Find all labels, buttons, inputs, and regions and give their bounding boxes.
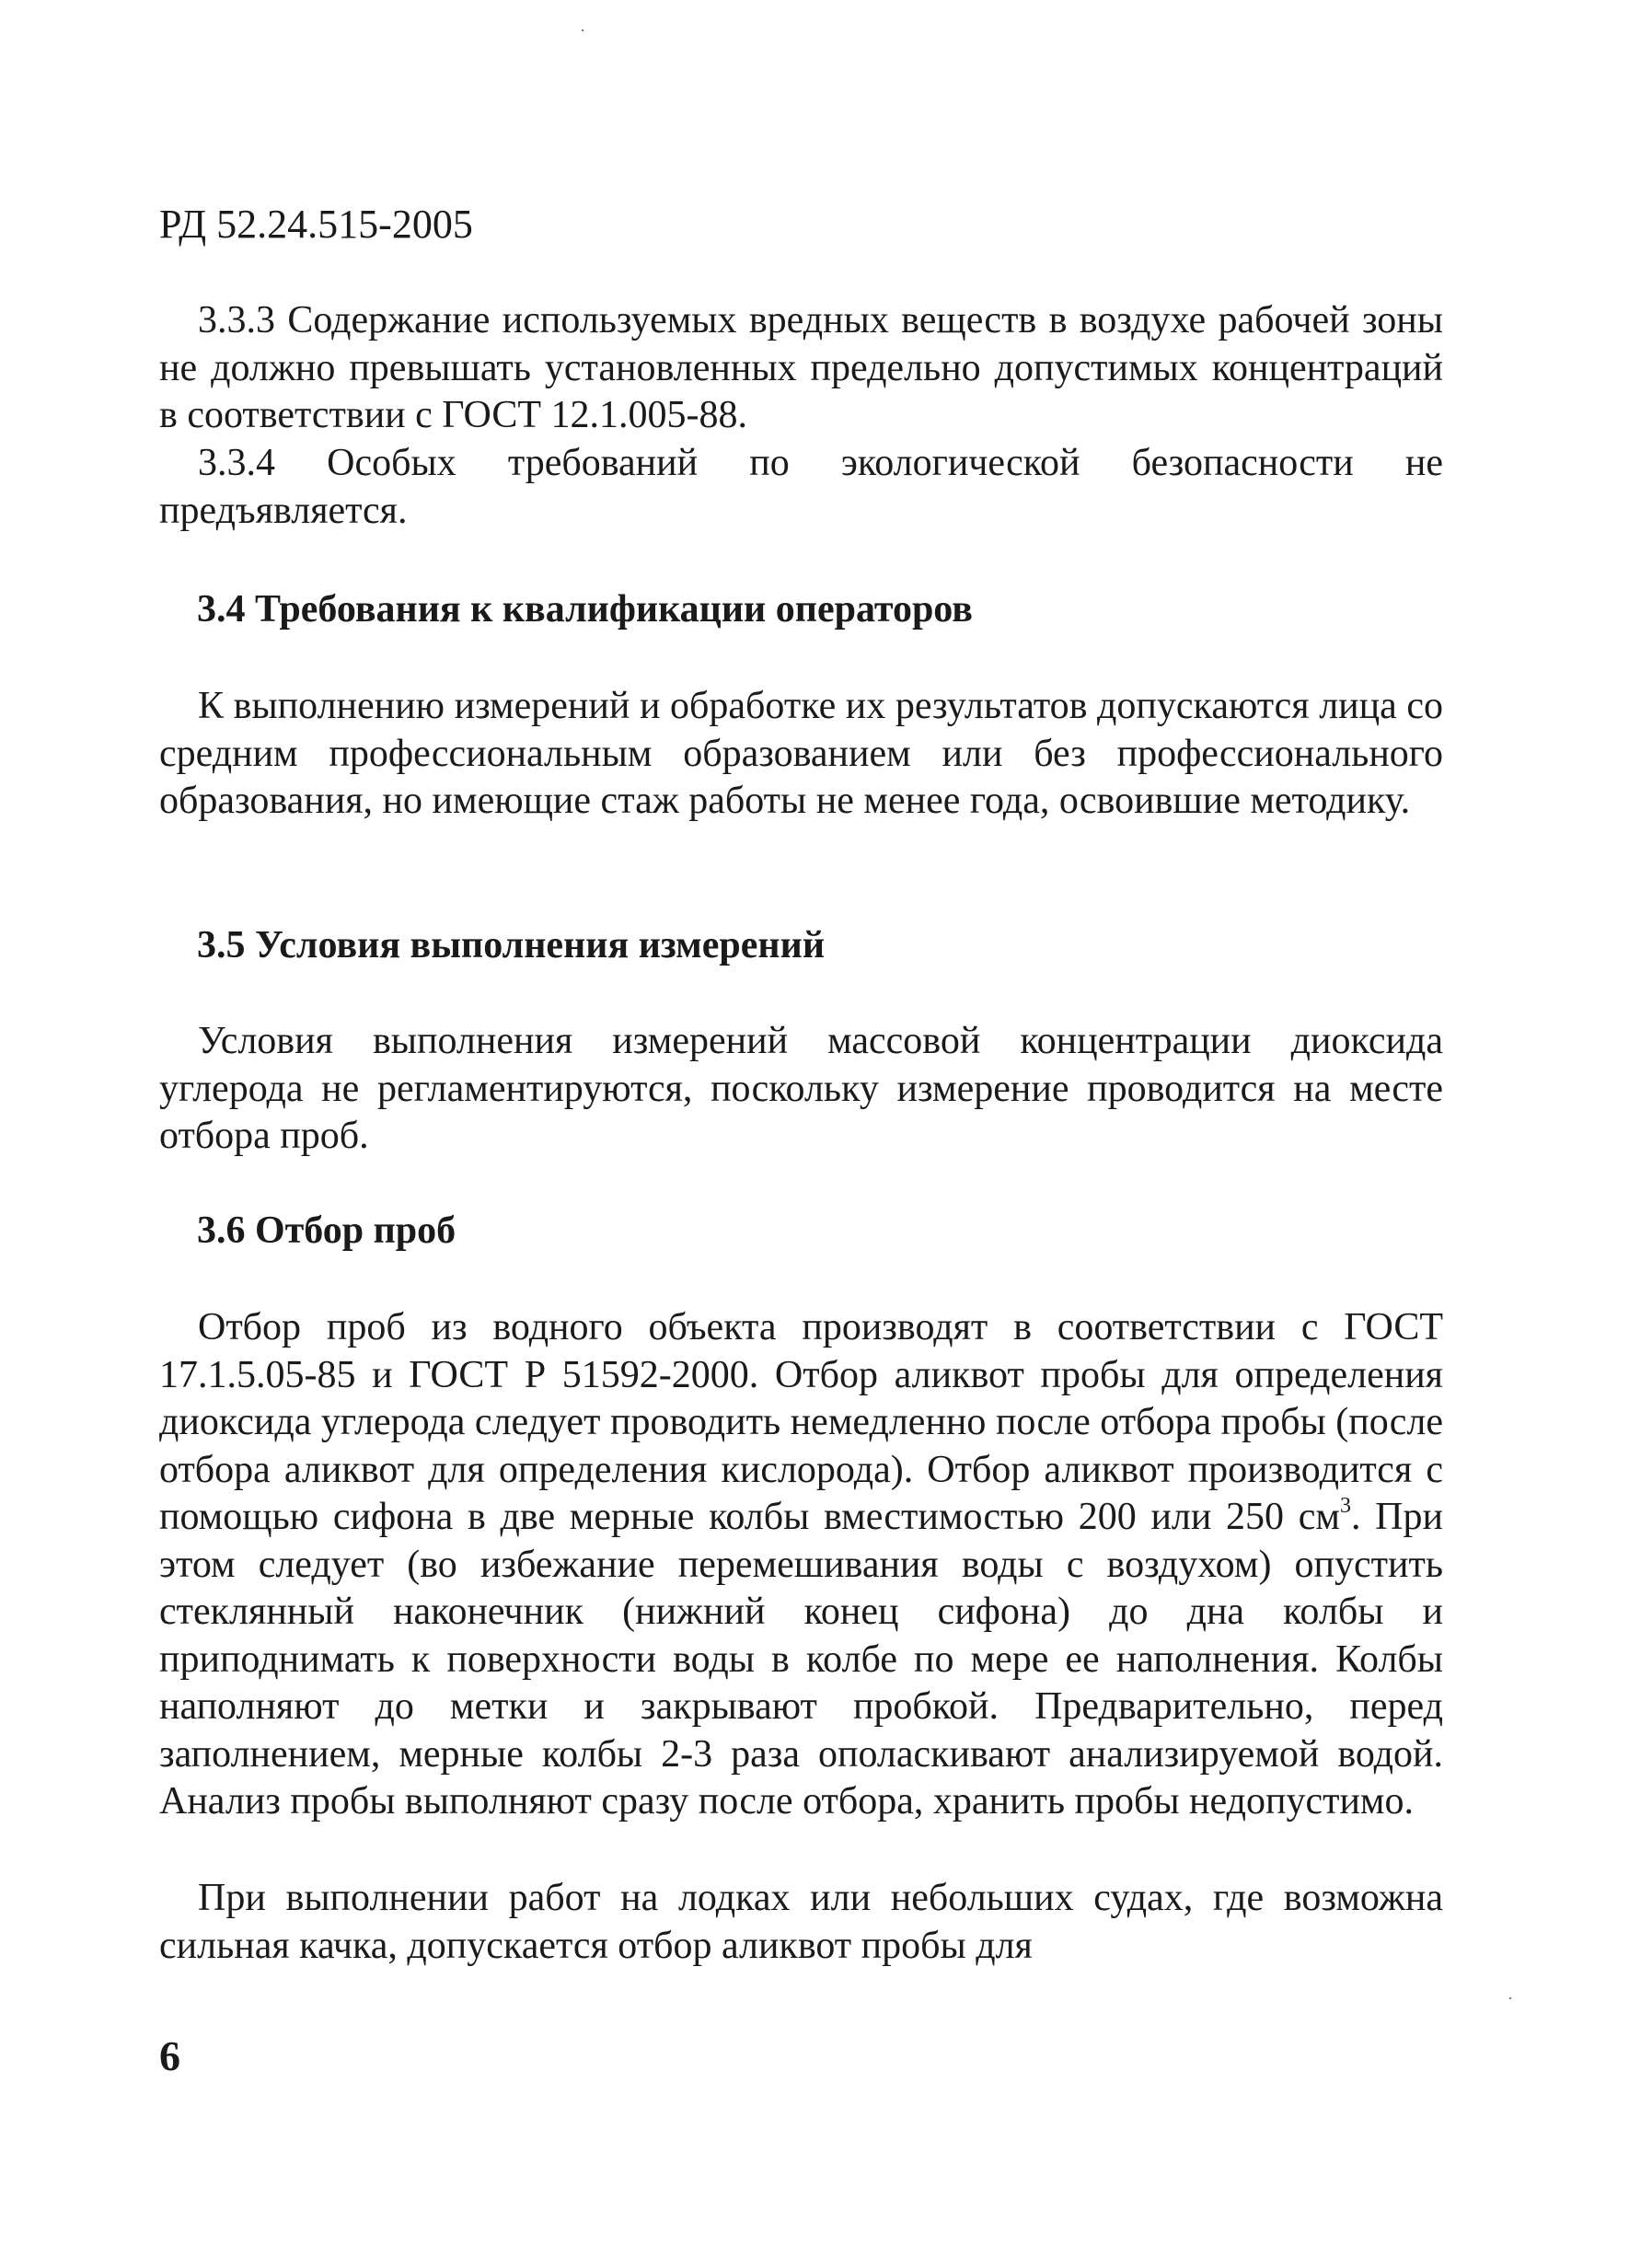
section-3-3-3 (159, 297, 1443, 440)
paragraph-3-6-continued: При выполнении работ на лодках или небольших судах, где возможна сильная качка, допускается отбор аликвот пробы для (159, 1877, 1443, 1967)
section-3-3-4 (159, 440, 1443, 535)
superscript-cubic: 3 (1339, 1494, 1351, 1518)
paragraph-3-5: Условия выполнения измерений массовой концентрации диоксида углерода не регламентируются, поскольку измерение проводится на месте отбора проб. (159, 1020, 1443, 1157)
section-3-6-body (159, 1304, 1443, 1826)
section-3-6-body-2 (159, 1875, 1443, 1970)
page-number: 6 (159, 2032, 180, 2079)
heading-3-4: 3.4 Требования к квалификации операторов (197, 588, 973, 631)
document-code: РД 52.24.515-2005 (159, 202, 473, 247)
paragraph-3-3-3: 3.3.3 Содержание используемых вредных веществ в воздухе рабочей зоны не должно превышать установленных предельно допустимых концентраций в соответствии с ГОСТ 12.1.005-88. (159, 299, 1443, 436)
section-3-4-body (159, 683, 1443, 826)
section-3-5-body (159, 1018, 1443, 1161)
scan-speck (582, 29, 583, 31)
heading-3-5: 3.5 Условия выполнения измерений (197, 924, 826, 966)
paragraph-3-4: К выполнению измерений и обработке их результатов допускаются лица со средним профессиональным образованием или без профессионального образования, но имеющие стаж работы не менее года, освоившие методику. (159, 685, 1443, 822)
paragraph-3-3-4: 3.3.4 Особых требований по экологической безопасности не предъявляется. (159, 442, 1443, 532)
paragraph-3-6 (159, 1304, 1443, 1826)
heading-3-6: 3.6 Отбор проб (197, 1209, 456, 1252)
paragraph-3-6-part1: Отбор проб из водного объекта производят в соответствии с ГОСТ 17.1.5.05-85 и ГОСТ Р 51592-2000. Отбор аликвот пробы для определения диоксида углерода следует проводить немедленно после отбора пробы (после отбора аликвот для определения кислорода). Отбор аликвот производится с помощью сифона в две мерные колбы вместимостью 200 или 250 см (159, 1306, 1443, 1538)
paragraph-3-6-part2: . При этом следует (во избежание перемешивания воды с воздухом) опустить стеклянный наконечник (нижний конец сифона) до дна колбы и приподнимать к поверхности воды в колбе по мере ее наполнения. Колбы наполняют до метки и закрывают пробкой. Предварительно, перед заполнением, мерные колбы 2-3 раза ополаскивают анализируемой водой. Анализ пробы выполняют сразу после отбора, хранить пробы недопустимо. (159, 1496, 1443, 1822)
scan-speck (1509, 1997, 1511, 1999)
